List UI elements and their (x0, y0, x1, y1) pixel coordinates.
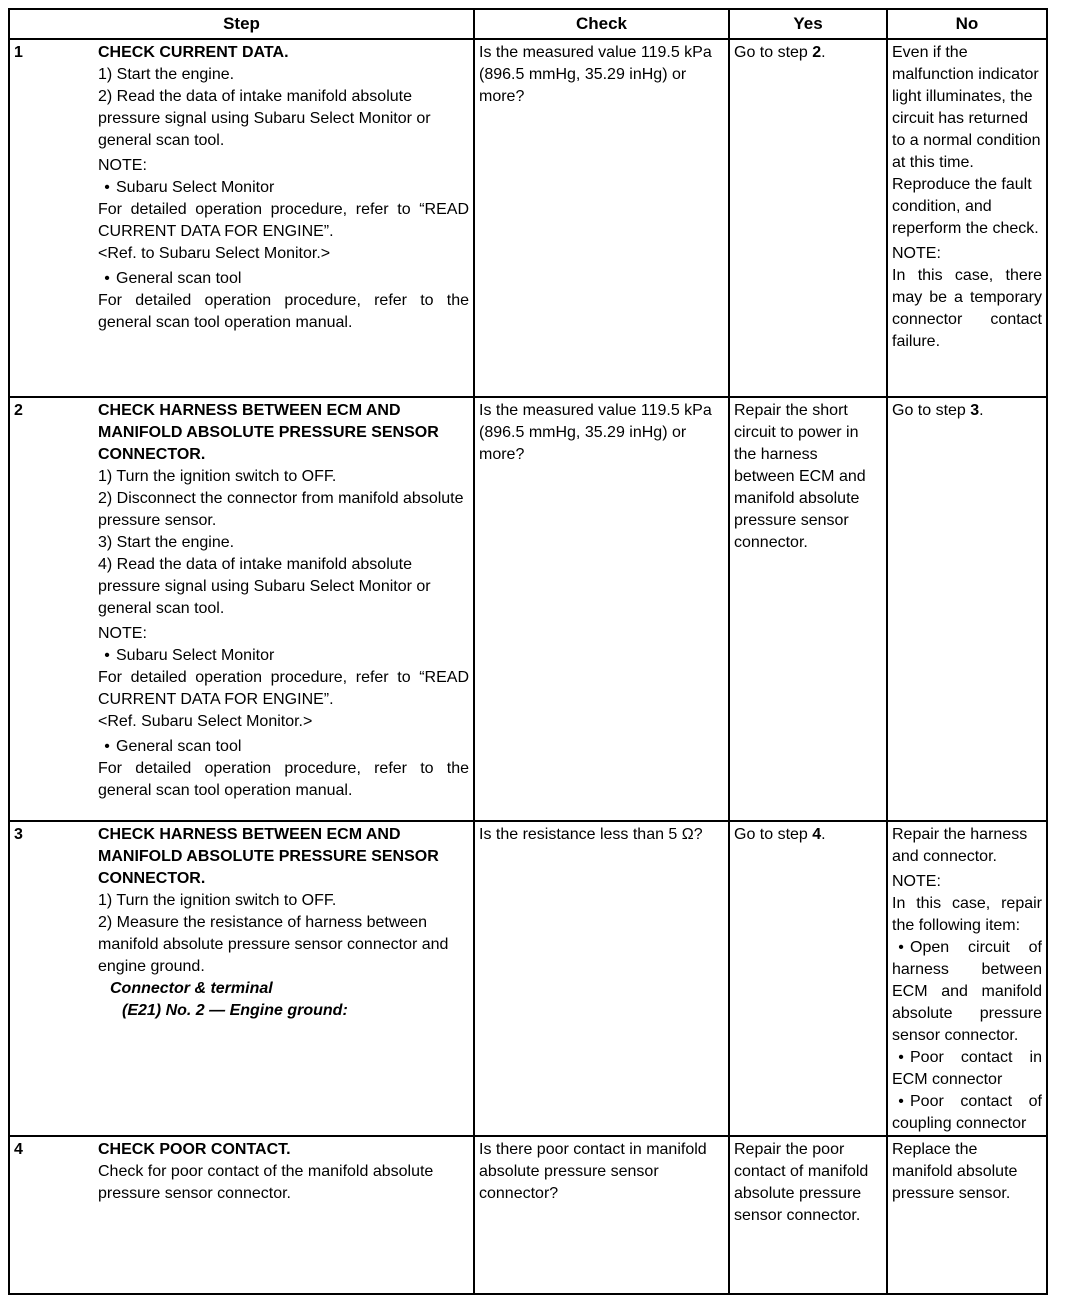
note-text: In this case, repair the following item: (892, 895, 1042, 934)
step-ref: 3 (970, 402, 980, 419)
step-ref: 4 (812, 826, 822, 843)
step-number: 3 (14, 826, 23, 843)
bullet-item: • Subaru Select Monitor (98, 177, 469, 199)
header-step: Step (9, 9, 474, 39)
yes-text: Go to step 4. (734, 826, 826, 843)
no-text: Even if the malfunction indicator light illuminates, the circuit has returned to a normal condition at this time. Reproduce the fault condition, and reperform the check. (892, 44, 1041, 237)
no-cell (887, 1136, 1047, 1294)
step-number: 2 (14, 402, 23, 419)
check-cell (474, 39, 729, 397)
bullet-text: For detailed operation procedure, refer to “READ CURRENT DATA FOR ENGINE”. (98, 201, 469, 240)
yes-cell (729, 39, 887, 397)
no-cell (887, 39, 1047, 397)
table-row (9, 397, 1047, 821)
bullet-item: • General scan tool (98, 268, 469, 290)
list-item: • Poor contact in ECM connector (892, 1047, 1042, 1091)
diagnostic-table (8, 8, 1048, 1295)
ref-text: <Ref. to Subaru Select Monitor.> (98, 245, 331, 262)
step-line: 3) Start the engine. (98, 534, 235, 551)
note-text: In this case, there may be a temporary connector contact failure. (892, 267, 1042, 350)
table-row (9, 1136, 1047, 1294)
step-number: 4 (14, 1141, 23, 1158)
yes-cell (729, 1136, 887, 1294)
list-item: • Open circuit of harness between ECM and manifold absolute pressure sensor connector. (892, 937, 1042, 1047)
yes-text: Repair the poor contact of manifold absolute pressure sensor connector. (734, 1141, 869, 1224)
check-text: Is there poor contact in manifold absolute pressure sensor connector? (479, 1141, 707, 1202)
step-cell (9, 1136, 474, 1294)
step-line: 2) Measure the resistance of harness between manifold absolute pressure sensor connector and engine ground. (98, 914, 449, 975)
step-title: CHECK HARNESS BETWEEN ECM AND MANIFOLD ABSOLUTE PRESSURE SENSOR CONNECTOR. (98, 826, 439, 887)
step-cell (9, 821, 474, 1136)
step-cell (9, 397, 474, 821)
header-no: No (887, 9, 1047, 39)
step-ref: 2 (812, 44, 822, 61)
check-text: Is the resistance less than 5 Ω? (479, 826, 703, 843)
yes-text: Repair the short circuit to power in the harness between ECM and manifold absolute pressure sensor connector. (734, 402, 866, 551)
no-text: Replace the manifold absolute pressure sensor. (892, 1141, 1018, 1202)
no-cell (887, 821, 1047, 1136)
step-line: 4) Read the data of intake manifold absolute pressure signal using Subaru Select Monitor or general scan tool. (98, 556, 431, 617)
note-label: NOTE: (98, 157, 147, 174)
yes-cell (729, 821, 887, 1136)
bullet-text: For detailed operation procedure, refer to the general scan tool operation manual. (98, 292, 469, 331)
step-line: 2) Read the data of intake manifold absolute pressure signal using Subaru Select Monitor or general scan tool. (98, 88, 431, 149)
step-line: 2) Disconnect the connector from manifold absolute pressure sensor. (98, 490, 464, 529)
table-row (9, 821, 1047, 1136)
step-number: 1 (14, 44, 23, 61)
ref-text: <Ref. Subaru Select Monitor.> (98, 713, 313, 730)
no-text: Repair the harness and connector. (892, 826, 1028, 865)
bullet-item: • General scan tool (98, 736, 469, 758)
check-cell (474, 1136, 729, 1294)
note-label: NOTE: (892, 873, 941, 890)
check-cell (474, 821, 729, 1136)
step-title: CHECK POOR CONTACT. (98, 1141, 291, 1158)
connector-label: Connector & terminal (110, 980, 273, 997)
bullet-text: For detailed operation procedure, refer to the general scan tool operation manual. (98, 760, 469, 799)
connector-value: (E21) No. 2 — Engine ground: (122, 1002, 348, 1019)
step-line: Check for poor contact of the manifold absolute pressure sensor connector. (98, 1163, 434, 1202)
bullet-text: For detailed operation procedure, refer to “READ CURRENT DATA FOR ENGINE”. (98, 669, 469, 708)
check-text: Is the measured value 119.5 kPa (896.5 mmHg, 35.29 inHg) or more? (479, 402, 712, 463)
note-label: NOTE: (98, 625, 147, 642)
header-check: Check (474, 9, 729, 39)
header-row (9, 9, 1047, 39)
step-title: CHECK HARNESS BETWEEN ECM AND MANIFOLD ABSOLUTE PRESSURE SENSOR CONNECTOR. (98, 402, 439, 463)
check-text: Is the measured value 119.5 kPa (896.5 mmHg, 35.29 inHg) or more? (479, 44, 712, 105)
bullet-item: • Subaru Select Monitor (98, 645, 469, 667)
no-cell (887, 397, 1047, 821)
step-title: CHECK CURRENT DATA. (98, 44, 289, 61)
table-row (9, 39, 1047, 397)
check-cell (474, 397, 729, 821)
step-cell (9, 39, 474, 397)
header-yes: Yes (729, 9, 887, 39)
note-label: NOTE: (892, 245, 941, 262)
step-line: 1) Start the engine. (98, 66, 235, 83)
step-line: 1) Turn the ignition switch to OFF. (98, 468, 337, 485)
yes-text: Go to step 2. (734, 44, 826, 61)
step-line: 1) Turn the ignition switch to OFF. (98, 892, 337, 909)
yes-cell (729, 397, 887, 821)
no-text: Go to step 3. (892, 402, 984, 419)
list-item: • Poor contact of coupling connector (892, 1091, 1042, 1135)
